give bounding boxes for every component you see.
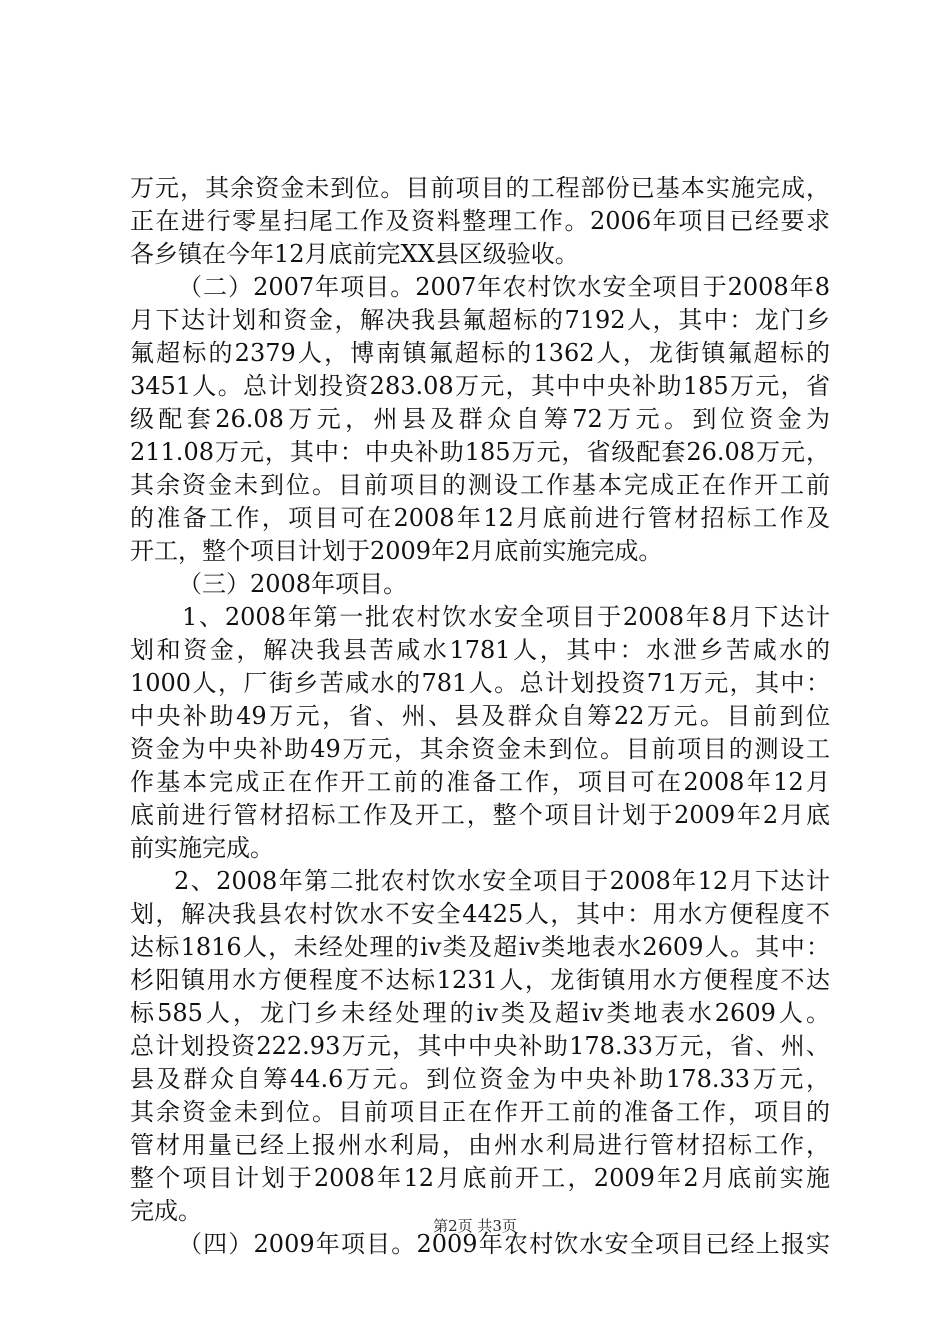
text-line: 2、2008年第二批农村饮水安全项目于2008年12月下达计	[174, 867, 830, 895]
text-line: （三）2008年项目。	[178, 570, 408, 598]
text-line: 管材用量已经上报州水利局，由州水利局进行管材招标工作，	[130, 1131, 830, 1159]
text-line: 氟超标的2379人，博南镇氟超标的1362人，龙街镇氟超标的	[130, 339, 830, 367]
text-line: 1、2008年第一批农村饮水安全项目于2008年8月下达计	[182, 603, 830, 631]
text-line: 各乡镇在今年12月底前完XX县区级验收。	[130, 240, 579, 268]
text-line: 县及群众自筹44.6万元。到位资金为中央补助178.33万元，	[130, 1065, 830, 1093]
text-line: 达标1816人，未经处理的iv类及超iv类地表水2609人。其中：	[130, 933, 830, 961]
document-body	[130, 172, 830, 1261]
text-line: 开工，整个项目计划于2009年2月底前实施完成。	[130, 537, 663, 565]
text-line: 作基本完成正在作开工前的准备工作，项目可在2008年12月	[130, 768, 830, 796]
text-line: 其余资金未到位。目前项目正在作开工前的准备工作，项目的	[130, 1098, 830, 1126]
text-line: 划和资金，解决我县苦咸水1781人，其中：水泄乡苦咸水的	[130, 636, 830, 664]
text-line: （二）2007年项目。2007年农村饮水安全项目于2008年8	[178, 273, 830, 301]
text-line: 级配套26.08万元，州县及群众自筹72万元。到位资金为	[130, 405, 830, 433]
text-line: 万元，其余资金未到位。目前项目的工程部份已基本实施完成，	[130, 174, 830, 202]
page-number-footer: 第2页 共3页	[433, 1217, 517, 1235]
text-line: 211.08万元，其中：中央补助185万元，省级配套26.08万元，	[130, 438, 830, 466]
text-line: 的准备工作，项目可在2008年12月底前进行管材招标工作及	[130, 504, 830, 532]
text-line: 划，解决我县农村饮水不安全4425人，其中：用水方便程度不	[130, 900, 830, 928]
text-line: 其余资金未到位。目前项目的测设工作基本完成正在作开工前	[130, 471, 830, 499]
text-line: 杉阳镇用水方便程度不达标1231人，龙街镇用水方便程度不达	[130, 966, 830, 994]
text-line: 总计划投资222.93万元，其中中央补助178.33万元，省、州、	[130, 1032, 830, 1060]
text-line: 资金为中央补助49万元，其余资金未到位。目前项目的测设工	[130, 735, 830, 763]
text-line: 标585人，龙门乡未经处理的iv类及超iv类地表水2609人。	[130, 999, 830, 1027]
text-line: 中央补助49万元，省、州、县及群众自筹22万元。目前到位	[130, 702, 830, 730]
text-line: 底前进行管材招标工作及开工，整个项目计划于2009年2月底	[130, 801, 830, 829]
text-line: 前实施完成。	[130, 834, 274, 862]
text-line: 月下达计划和资金，解决我县氟超标的7192人，其中：龙门乡	[130, 306, 830, 334]
text-line: 1000人，厂街乡苦咸水的781人。总计划投资71万元，其中：	[130, 669, 830, 697]
text-line: 3451人。总计划投资283.08万元，其中中央补助185万元，省	[130, 372, 830, 400]
text-line: 正在进行零星扫尾工作及资料整理工作。2006年项目已经要求	[130, 207, 830, 235]
text-line: （四）2009年项目。2009年农村饮水安全项目已经上报实	[178, 1230, 830, 1258]
text-line: 整个项目计划于2008年12月底前开工，2009年2月底前实施	[130, 1164, 830, 1192]
text-line: 完成。	[130, 1197, 202, 1225]
